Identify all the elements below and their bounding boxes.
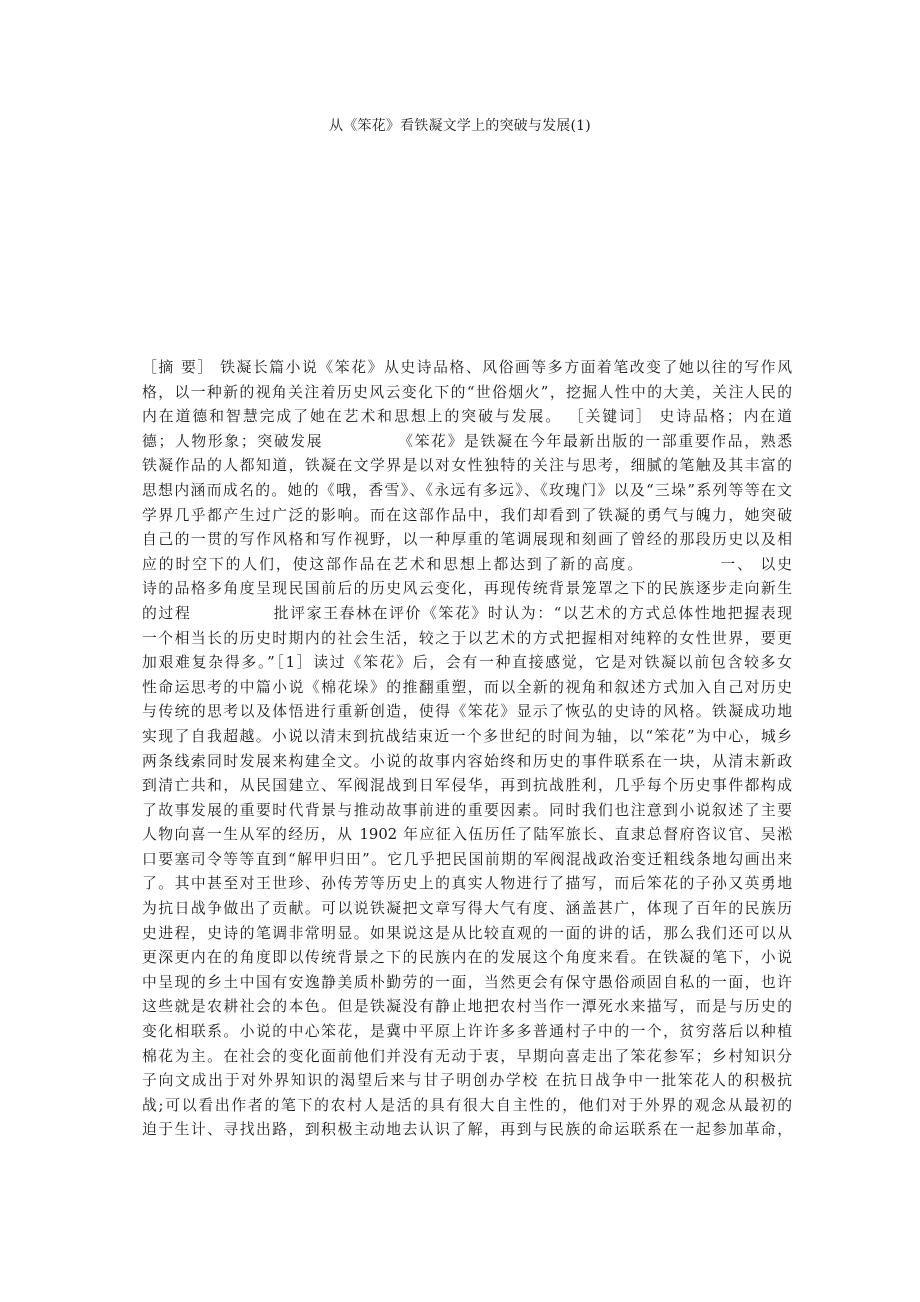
body-line: 加艰难复杂得多。”［1］读过《笨花》后，会有一种直接感觉，它是对铁凝以前包含较多女 <box>142 654 792 672</box>
body-line: 诗的品格多角度呈现民国前后的历史风云变化，再现传统背景笼罩之下的民族逐步走向新生 <box>142 580 792 598</box>
body-line: 中呈现的乡土中国有安逸静美质朴勤劳的一面，当然更会有保守愚俗顽固自私的一面，也许 <box>142 973 792 991</box>
body-line: 与传统的思考以及体悟进行重新创造，使得《笨花》显示了恢弘的史诗的风格。铁凝成功地 <box>142 703 792 721</box>
document-body <box>142 356 792 1143</box>
document-title: 从《笨花》看铁凝文学上的突破与发展(1) <box>329 118 591 134</box>
body-line: 棉花为主。在社会的变化面前他们并没有无动于衷，早期向喜走出了笨花参军；乡村知识分 <box>142 1047 792 1065</box>
body-line: 史进程，史诗的笔调非常明显。如果说这是从比较直观的一面的讲的话，那么我们还可以从 <box>142 924 792 942</box>
body-line: 子向文成出于对外界知识的渴望后来与甘子明创办学校 在抗日战争中一批笨花人的积极抗 <box>142 1072 792 1090</box>
body-line: 铁凝作品的人都知道，铁凝在文学界是以对女性独特的关注与思考，细腻的笔触及其丰富的 <box>142 457 792 475</box>
body-line: 了故事发展的重要时代背景与推动故事前进的重要因素。同时我们也注意到小说叙述了主要 <box>142 801 792 819</box>
body-line: 更深更内在的角度即以传统背景之下的民族内在的发展这个角度来看。在铁凝的笔下，小说 <box>142 949 792 967</box>
body-line: 战;可以看出作者的笔下的农村人是活的具有很大自主性的，他们对于外界的观念从最初的 <box>142 1096 792 1114</box>
body-line: 了。其中甚至对王世珍、孙传芳等历史上的真实人物进行了描写，而后笨花的子孙又英勇地 <box>142 875 792 893</box>
body-line: 应的时空下的人们，使这部作品在艺术和思想上都达到了新的高度。 一、 以史 <box>142 555 792 573</box>
body-line: 两条线索同时发展来构建全文。小说的故事内容始终和历史的事件联系在一块，从清末新政 <box>142 752 792 770</box>
body-line: 内在道德和智慧完成了她在艺术和思想上的突破与发展。 ［关键词］ 史诗品格；内在道 <box>142 408 792 426</box>
body-line: 德；人物形象；突破发展 《笨花》是铁凝在今年最新出版的一部重要作品，熟悉 <box>142 432 792 450</box>
body-line: 学界几乎都产生过广泛的影响。而在这部作品中，我们却看到了铁凝的勇气与魄力，她突破 <box>142 506 792 524</box>
body-line: 为抗日战争做出了贡献。可以说铁凝把文章写得大气有度、涵盖甚广，体现了百年的民族历 <box>142 900 792 918</box>
body-line: 自己的一贯的写作风格和写作视野，以一种厚重的笔调展现和刻画了曾经的那段历史以及相 <box>142 531 792 549</box>
body-line: 思想内涵而成名的。她的《哦，香雪》、《永远有多远》、《玫瑰门》以及“三垛”系列等等在文 <box>142 481 792 499</box>
body-line: 这些就是农耕社会的本色。但是铁凝没有静止地把农村当作一潭死水来描写，而是与历史的 <box>142 998 792 1016</box>
body-line: 人物向喜一生从军的经历，从 1902 年应征入伍历任了陆军旅长、直隶总督府咨议官、吴淞 <box>142 826 792 844</box>
body-line: 的过程 批评家王春林在评价《笨花》时认为：“以艺术的方式总体性地把握表现 <box>142 604 792 622</box>
body-line: 一个相当长的历史时期内的社会生活，较之于以艺术的方式把握相对纯粹的女性世界，要更 <box>142 629 792 647</box>
body-line: 迫于生计、寻找出路，到积极主动地去认识了解，再到与民族的命运联系在一起参加革命， <box>142 1121 792 1139</box>
body-line: 到清亡共和，从民国建立、军阀混战到日军侵华，再到抗战胜利，几乎每个历史事件都构成 <box>142 777 792 795</box>
body-line: 口要塞司令等等直到“解甲归田”。它几乎把民国前期的军阀混战政治变迁粗线条地勾画出来 <box>142 850 792 868</box>
body-line: 变化相联系。小说的中心笨花，是冀中平原上许许多多普通村子中的一个，贫穷落后以种植 <box>142 1023 792 1041</box>
body-line: 格，以一种新的视角关注着历史风云变化下的“世俗烟火”，挖掘人性中的大美，关注人民的 <box>142 383 792 401</box>
body-line: ［摘 要］ 铁凝长篇小说《笨花》从史诗品格、风俗画等多方面着笔改变了她以往的写作风 <box>142 359 792 376</box>
body-line: 实现了自我超越。小说以清末到抗战结束近一个多世纪的时间为轴，以“笨花”为中心，城乡 <box>142 727 792 745</box>
body-line: 性命运思考的中篇小说《棉花垛》的推翻重塑，而以全新的视角和叙述方式加入自己对历史 <box>142 678 792 696</box>
